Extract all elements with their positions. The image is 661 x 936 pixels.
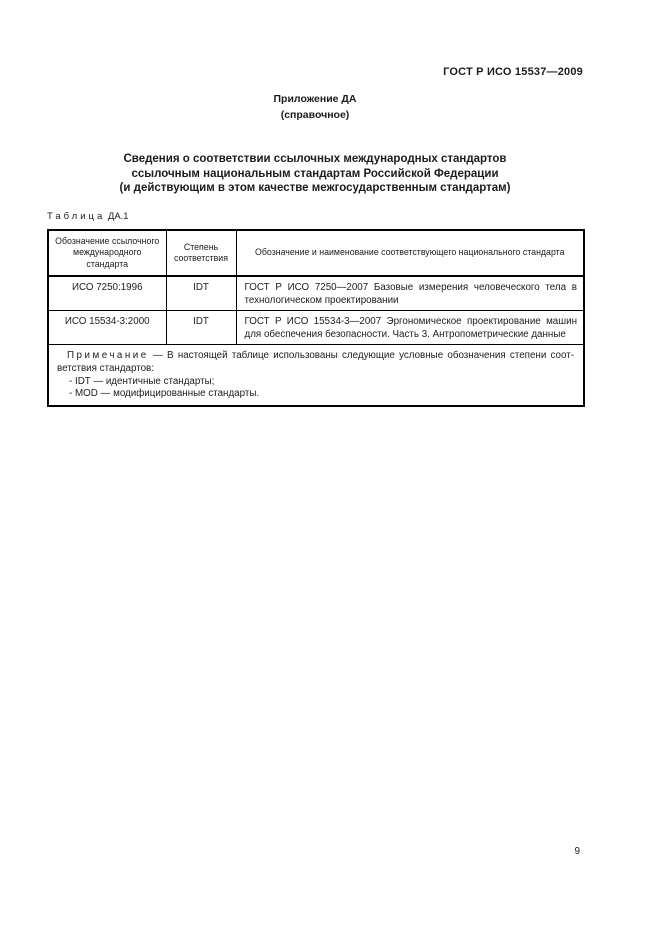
- note-item: - MOD — модифицированные стандарты.: [69, 388, 260, 400]
- note-label: Примечание: [67, 350, 149, 361]
- table-caption: [47, 211, 129, 222]
- cell-intl-standard: ИСО 7250:1996: [48, 276, 166, 311]
- cell-degree: IDT: [166, 311, 236, 345]
- page-number: 9: [574, 846, 580, 857]
- table-caption-number: ДА.1: [107, 211, 129, 222]
- note-text: — В настоящей таблице использованы следующие условные обозначения степени соот-: [152, 350, 574, 361]
- cell-intl-standard: ИСО 15534-3:2000: [48, 311, 166, 345]
- table-note-row: [48, 345, 584, 407]
- correspondence-table: [47, 229, 585, 407]
- doc-code-header: ГОСТ Р ИСО 15537—2009: [443, 66, 583, 78]
- table-caption-word: Таблица: [47, 211, 106, 222]
- section-title-line: ссылочным национальным стандартам Российской Федерации: [131, 167, 499, 180]
- note-item: - IDT — идентичные стандарты;: [69, 375, 215, 387]
- national-standard-line: ГОСТ Р ИСО 7250—2007 Базовые измерения человеческого тела в: [244, 282, 577, 293]
- cell-degree: IDT: [166, 276, 236, 311]
- note-line: ветствия стандартов:: [57, 362, 154, 374]
- annex-title: Приложение ДА: [273, 93, 357, 105]
- table-header-row: [48, 230, 584, 276]
- cell-national-standard: [236, 276, 584, 311]
- section-title: [47, 152, 583, 196]
- column-header-national-standard: Обозначение и наименование соответствующего национального стандарта: [236, 230, 584, 276]
- cell-national-standard: [236, 311, 584, 345]
- table-row: [48, 311, 584, 345]
- column-header-degree: Степень соответствия: [166, 230, 236, 276]
- annex-heading: [47, 91, 583, 123]
- note-line: [57, 350, 574, 363]
- national-standard-line: ГОСТ Р ИСО 15534-3—2007 Эргономическое проектирование машин: [244, 316, 577, 327]
- column-header-intl-standard: Обозначение ссылочного международного стандарта: [48, 230, 166, 276]
- national-standard-line: технологическом проектировании: [244, 295, 399, 306]
- annex-subtitle: (справочное): [280, 109, 350, 121]
- section-title-line: Сведения о соответствии ссылочных международных стандартов: [123, 153, 507, 165]
- national-standard-line: для обеспечения безопасности. Часть 3. Антропометрические данные: [244, 329, 566, 340]
- table-note: [48, 345, 584, 407]
- table-row: [48, 276, 584, 311]
- section-title-line: (и действующим в этом качестве межгосударственным стандартам): [119, 182, 511, 194]
